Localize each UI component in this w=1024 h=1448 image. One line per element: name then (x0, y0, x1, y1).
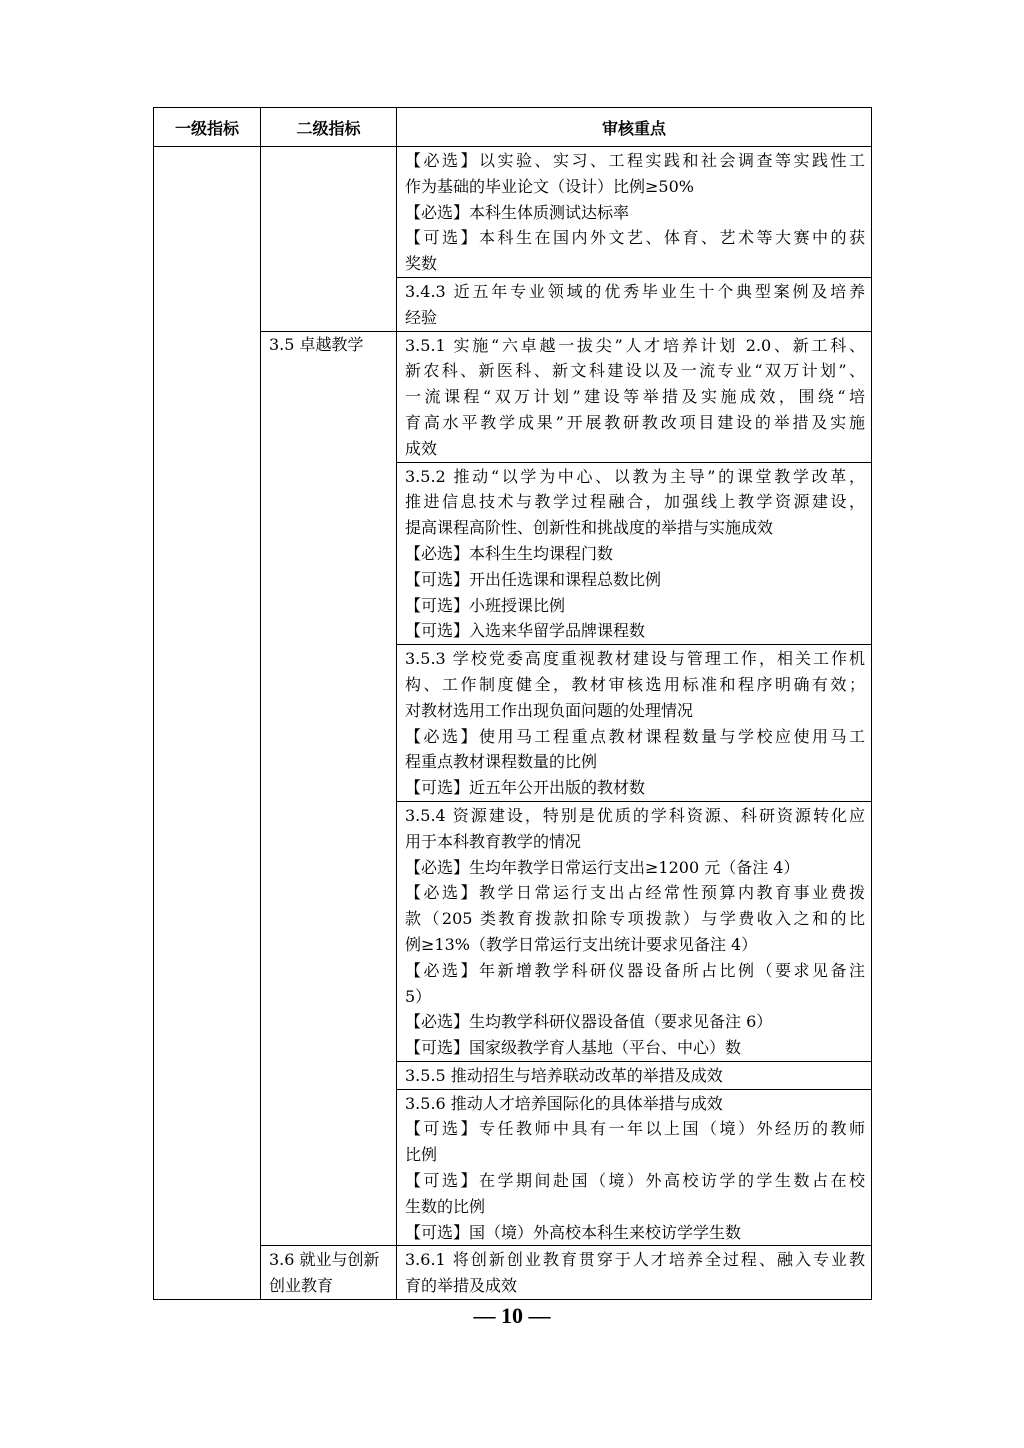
review-focus-cell (397, 801, 872, 1061)
review-focus-line: 例≥13%（教学日常运行支出统计要求见备注 4） (405, 934, 758, 954)
review-focus-line: 【可选】在学期间赴国（境）外高校访学的学生数占在校 (405, 1171, 865, 1191)
review-table (153, 107, 872, 1300)
review-focus-cell (397, 1061, 872, 1089)
review-focus-line: 3.5.4 资源建设，特别是优质的学科资源、科研资源转化应 (405, 805, 865, 825)
review-focus-line: 【可选】小班授课比例 (405, 595, 566, 615)
header-level-1-indicator: 一级指标 (154, 108, 261, 147)
review-focus-line: 奖数 (405, 254, 438, 274)
review-focus-cell (397, 331, 872, 462)
review-focus-line: 成效 (405, 438, 438, 458)
review-focus-cell (397, 147, 872, 278)
review-focus-line: 3.5.3 学校党委高度重视教材建设与管理工作，相关工作机 (405, 649, 865, 669)
review-focus-line: 育高水平教学成果”开展教研教改项目建设的举措及实施 (405, 412, 865, 432)
review-focus-line: 生数的比例 (405, 1196, 486, 1216)
review-focus-line: 构、工作制度健全，教材审核选用标准和程序明确有效； (405, 674, 865, 694)
review-focus-line: 3.5.1 实施“六卓越一拔尖”人才培养计划 2.0、新工科、 (405, 335, 865, 355)
review-focus-line: 【可选】入选来华留学品牌课程数 (405, 621, 646, 641)
header-level-2-indicator: 二级指标 (261, 108, 397, 147)
review-focus-line: 新农科、新医科、新文科建设以及一流专业“双万计划”、 (405, 361, 865, 381)
review-focus-cell (397, 277, 872, 331)
review-focus-line: 【可选】国家级教学育人基地（平台、中心）数 (405, 1038, 742, 1058)
review-focus-line: 【必选】本科生体质测试达标率 (405, 202, 630, 222)
review-focus-line: 【可选】近五年公开出版的教材数 (405, 778, 646, 798)
review-focus-cell (397, 462, 872, 645)
review-focus-cell (397, 1089, 872, 1246)
review-focus-line: 【必选】年新增教学科研仪器设备所占比例（要求见备注 (405, 960, 865, 980)
page-number: — 10 — (473, 1303, 551, 1328)
review-focus-cell (397, 1246, 872, 1300)
table-header-row (154, 108, 872, 147)
review-focus-line: 【必选】生均年教学日常运行支出≥1200 元（备注 4） (405, 857, 800, 877)
level-2-indicator-label: 创业教育 (269, 1276, 334, 1296)
review-focus-line: 【必选】本科生生均课程门数 (405, 543, 614, 563)
table-row (154, 147, 872, 278)
review-focus-line: 提高课程高阶性、创新性和挑战度的举措与实施成效 (405, 518, 774, 538)
table-row (154, 1246, 872, 1300)
review-focus-line: 3.6.1 将创新创业教育贯穿于人才培养全过程、融入专业教 (405, 1250, 865, 1270)
level-2-indicator-cell (261, 331, 397, 1246)
review-focus-line: 比例 (405, 1145, 438, 1165)
level-2-indicator-label: 3.6 就业与创新 (269, 1250, 380, 1270)
review-focus-cell (397, 645, 872, 802)
review-focus-line: 一流课程“双万计划”建设等举措及实施成效，围绕“培 (405, 387, 865, 407)
review-focus-line: 3.5.5 推动招生与培养联动改革的举措及成效 (405, 1065, 723, 1085)
level-2-indicator-cell (261, 147, 397, 332)
level-2-indicator-label: 3.5 卓越教学 (269, 334, 364, 354)
review-focus-line: 经验 (405, 307, 438, 327)
review-focus-line: 作为基础的毕业论文（设计）比例≥50% (405, 176, 694, 196)
review-focus-line: 育的举措及成效 (405, 1276, 518, 1296)
review-focus-line: 【可选】专任教师中具有一年以上国（境）外经历的教师 (405, 1119, 865, 1139)
review-focus-line: 对教材选用工作出现负面问题的处理情况 (405, 700, 694, 720)
review-focus-line: 3.5.2 推动“以学为中心、以教为主导”的课堂教学改革， (405, 466, 865, 486)
review-focus-line: 用于本科教育教学的情况 (405, 831, 582, 851)
table-row (154, 331, 872, 462)
review-focus-line: 【必选】以实验、实习、工程实践和社会调查等实践性工 (405, 151, 865, 170)
review-focus-line: 3.4.3 近五年专业领域的优秀毕业生十个典型案例及培养 (405, 281, 865, 301)
review-focus-line: 【必选】教学日常运行支出占经常性预算内教育事业费拨 (405, 883, 865, 903)
review-focus-line: 5） (405, 986, 432, 1006)
level-1-indicator-cell (154, 147, 261, 1300)
review-focus-line: 3.5.6 推动人才培养国际化的具体举措与成效 (405, 1093, 723, 1113)
review-focus-line: 【必选】使用马工程重点教材课程数量与学校应使用马工 (405, 726, 865, 746)
review-focus-line: 款（205 类教育拨款扣除专项拨款）与学费收入之和的比 (405, 909, 865, 929)
level-2-indicator-cell (261, 1246, 397, 1300)
review-focus-line: 推进信息技术与教学过程融合，加强线上教学资源建设， (405, 492, 865, 512)
review-focus-line: 【必选】生均教学科研仪器设备值（要求见备注 6） (405, 1012, 773, 1032)
review-focus-line: 【可选】本科生在国内外文艺、体育、艺术等大赛中的获 (405, 228, 865, 248)
header-review-focus: 审核重点 (397, 108, 872, 147)
review-focus-line: 程重点教材课程数量的比例 (405, 752, 598, 772)
review-focus-line: 【可选】国（境）外高校本科生来校访学学生数 (405, 1222, 742, 1242)
review-focus-line: 【可选】开出任选课和课程总数比例 (405, 569, 662, 589)
